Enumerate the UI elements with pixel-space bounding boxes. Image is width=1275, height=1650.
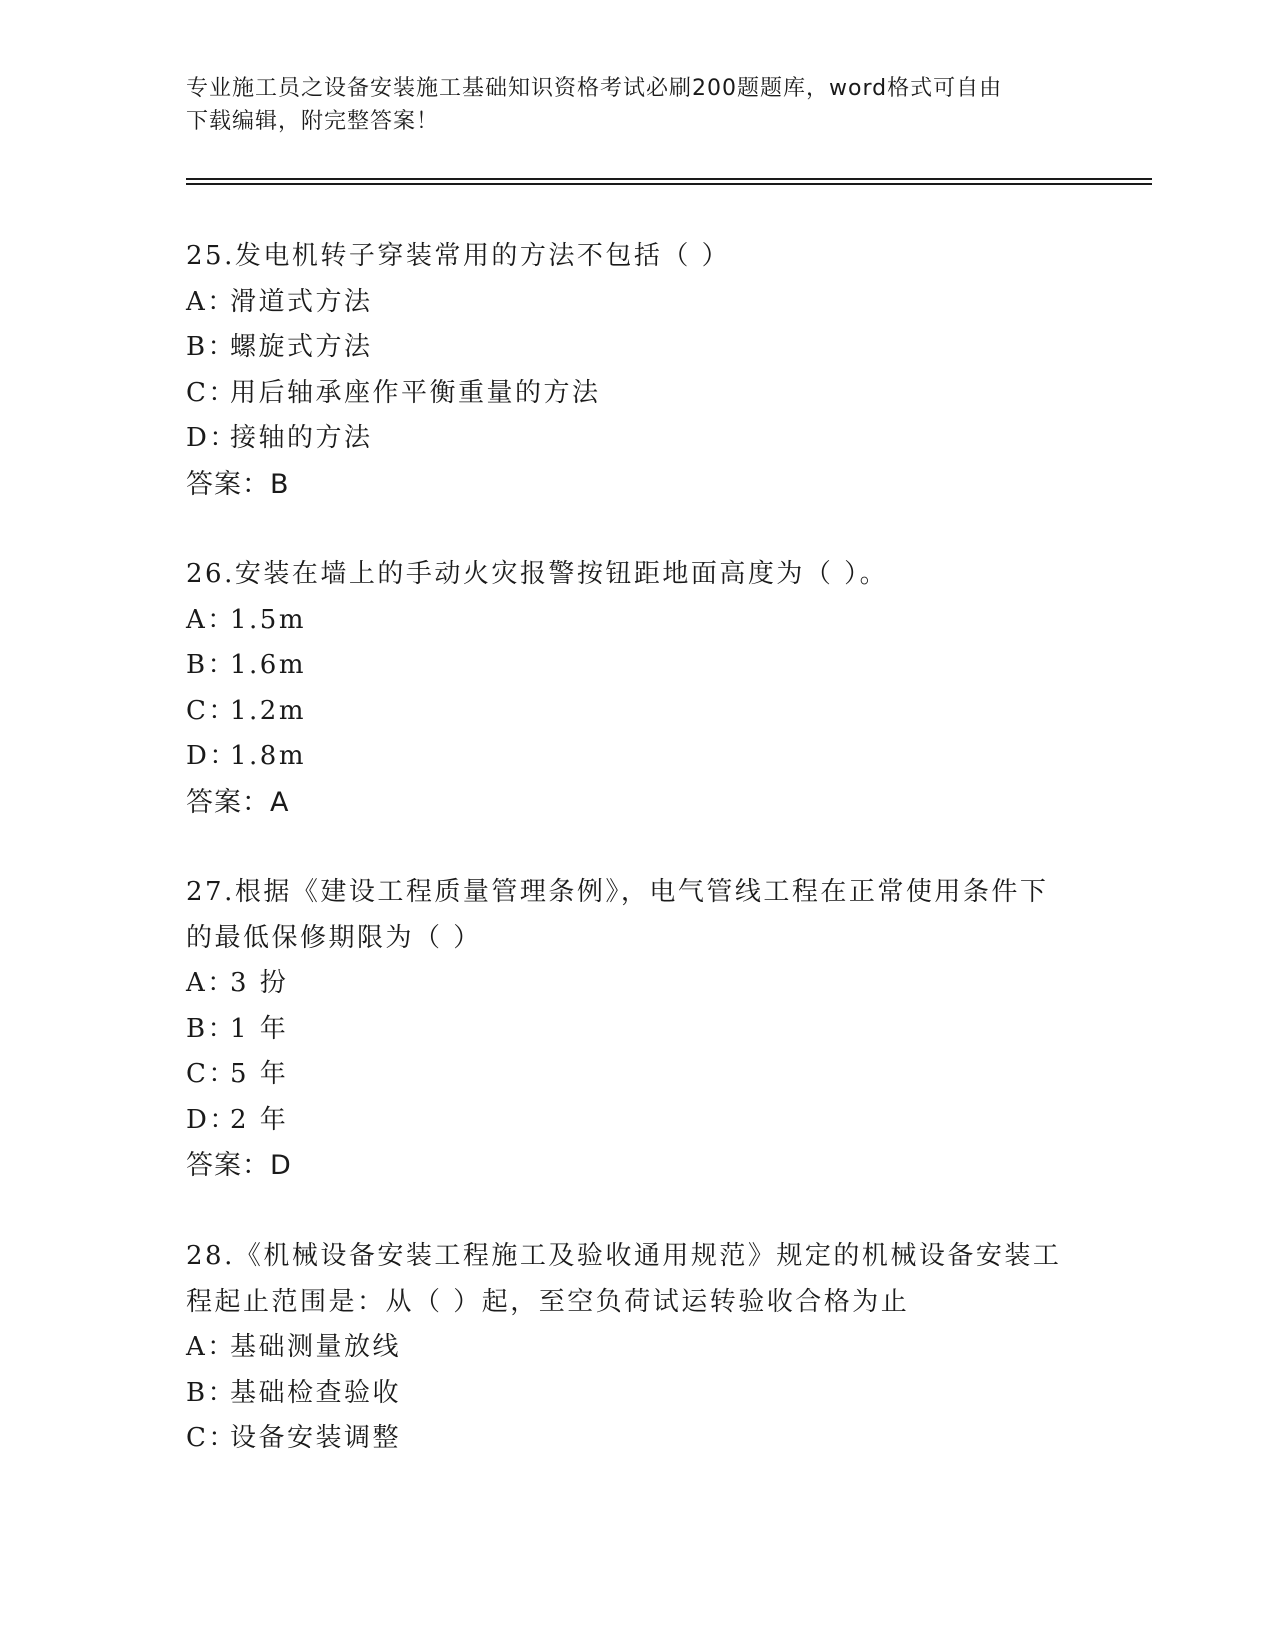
question-stem: 25.发电机转子穿装常用的方法不包括（ ） — [186, 241, 731, 271]
header-line-2: 下载编辑，附完整答案！ — [186, 109, 440, 134]
option-text: 1.6m — [230, 650, 307, 680]
header-line-1: 专业施工员之设备安装施工基础知识资格考试必刷200题题库，word格式可自由 — [186, 76, 1003, 101]
option-text: 基础检查验收 — [230, 1377, 402, 1408]
option-c — [186, 1052, 1086, 1098]
question-stem-line-2: 的最低保修期限为（ ） — [186, 922, 482, 953]
question-26 — [186, 552, 1086, 825]
option-a — [186, 1325, 1086, 1371]
question-stem-line-2: 程起止范围是：从（ ）起，至空负荷试运转验收合格为止 — [186, 1286, 910, 1317]
option-c — [186, 689, 1086, 735]
question-stem-line-1: 28.《机械设备安装工程施工及验收通用规范》规定的机械设备安装工 — [186, 1241, 1062, 1271]
option-letter: C： — [186, 1059, 237, 1089]
option-text: 2 年 — [230, 1104, 289, 1135]
option-b — [186, 1007, 1086, 1053]
option-letter: B： — [186, 1377, 237, 1408]
header-divider-top — [186, 178, 1152, 180]
option-text: 基础测量放线 — [230, 1332, 402, 1362]
option-d — [186, 1098, 1086, 1144]
option-letter: A： — [186, 1332, 236, 1362]
option-letter: B： — [186, 650, 237, 680]
option-b — [186, 643, 1086, 689]
option-text: 1.2m — [230, 695, 307, 726]
option-b — [186, 1371, 1086, 1417]
question-28 — [186, 1234, 1086, 1462]
option-text: 5 年 — [230, 1059, 289, 1089]
question-25 — [186, 234, 1086, 507]
answer-line: 答案：B — [186, 468, 290, 500]
option-b — [186, 325, 1086, 371]
option-text: 3 扮 — [230, 968, 289, 998]
question-stem-line-1: 27.根据《建设工程质量管理条例》，电气管线工程在正常使用条件下 — [186, 877, 1049, 907]
option-letter: A： — [186, 286, 236, 317]
answer-line: 答案：A — [186, 786, 290, 818]
option-letter: C： — [186, 377, 237, 408]
option-a — [186, 280, 1086, 326]
option-text: 螺旋式方法 — [230, 332, 373, 362]
option-a — [186, 598, 1086, 644]
option-letter: D： — [186, 741, 238, 771]
question-27 — [186, 870, 1086, 1189]
option-d — [186, 734, 1086, 780]
document-header — [186, 72, 1086, 138]
option-a — [186, 961, 1086, 1007]
answer-line: 答案：D — [186, 1150, 292, 1181]
option-text: 1 年 — [230, 1013, 289, 1044]
option-letter: D： — [186, 1104, 238, 1135]
option-c — [186, 1416, 1086, 1462]
option-text: 滑道式方法 — [230, 286, 373, 317]
option-d — [186, 416, 1086, 462]
option-letter: C： — [186, 1423, 237, 1453]
option-letter: C： — [186, 695, 237, 726]
option-text: 1.5m — [230, 604, 307, 635]
option-letter: B： — [186, 332, 237, 362]
question-stem: 26.安装在墙上的手动火灾报警按钮距地面高度为（ ）。 — [186, 559, 889, 589]
option-text: 设备安装调整 — [230, 1423, 402, 1453]
header-divider-bottom — [186, 183, 1152, 185]
option-text: 接轴的方法 — [230, 423, 373, 453]
option-letter: D： — [186, 423, 238, 453]
option-text: 1.8m — [230, 741, 307, 771]
option-letter: A： — [186, 968, 236, 998]
option-c — [186, 371, 1086, 417]
option-letter: B： — [186, 1013, 237, 1044]
option-letter: A： — [186, 604, 236, 635]
option-text: 用后轴承座作平衡重量的方法 — [230, 377, 601, 408]
